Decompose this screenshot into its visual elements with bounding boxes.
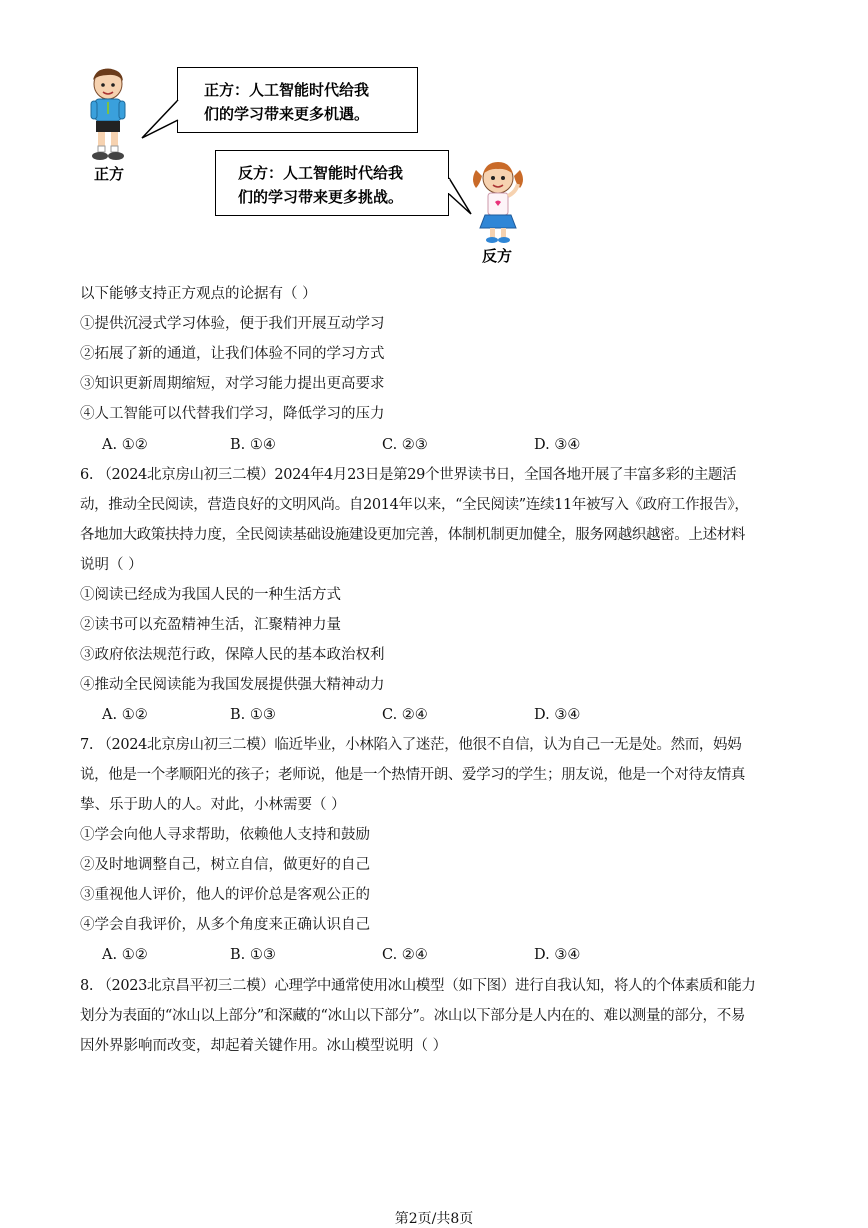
- con-bubble-line-2: 们的学习带来更多挑战。: [238, 188, 404, 206]
- q5-option-d: D. ③④: [534, 437, 581, 453]
- q6-item-3: ③政府依法规范行政，保障人民的基本政治权利: [80, 647, 385, 663]
- q5-item-3: ③知识更新周期缩短，对学习能力提出更高要求: [80, 376, 385, 392]
- q8-line-3: 因外界影响而改变，却起着关键作用。冰山模型说明（ ）: [80, 1038, 448, 1054]
- q5-option-c: C. ②③: [382, 437, 428, 453]
- q6-option-d: D. ③④: [534, 707, 581, 723]
- con-speech-bubble: [215, 150, 449, 216]
- pro-speech-bubble: [177, 67, 418, 133]
- q6-line-2: 动，推动全民阅读，营造良好的文明风尚。自2014年以来，“全民阅读”连续11年被写入《政府工作报告》，: [80, 497, 749, 513]
- q6-option-c: C. ②④: [382, 707, 428, 723]
- q7-item-4: ④学会自我评价，从多个角度来正确认识自己: [80, 917, 370, 933]
- q6-item-4: ④推动全民阅读能为我国发展提供强大精神动力: [80, 677, 385, 693]
- q6-option-a: A. ①②: [102, 707, 148, 723]
- q8-line-2: 划分为表面的“冰山以上部分”和深藏的“冰山以下部分”。冰山以下部分是人内在的、难以测量的部分，不易: [80, 1008, 745, 1024]
- q6-line-3: 各地加大政策扶持力度，全民阅读基础设施建设更加完善，体制机制更加健全，服务网越织越密。上述材料: [80, 527, 746, 543]
- boy-illustration: [78, 66, 138, 162]
- q8-line-1: 8. （2023北京昌平初三二模）心理学中通常使用冰山模型（如下图）进行自我认知，将人的个体素质和能力: [80, 978, 756, 994]
- q7-option-b: B. ①③: [230, 947, 276, 963]
- q6-item-2: ②读书可以充盈精神生活，汇聚精神力量: [80, 617, 341, 633]
- pro-label: 正方: [94, 165, 125, 183]
- pro-bubble-line-1: 正方：人工智能时代给我: [204, 81, 370, 99]
- q7-option-c: C. ②④: [382, 947, 428, 963]
- q7-line-1: 7. （2024北京房山初三二模）临近毕业，小林陷入了迷茫，他很不自信，认为自己一无是处。然而，妈妈: [80, 737, 742, 753]
- page-footer: 第2页/共8页: [394, 1211, 474, 1227]
- q7-option-a: A. ①②: [102, 947, 148, 963]
- con-bubble-line-1: 反方：人工智能时代给我: [238, 164, 404, 182]
- q5-item-2: ②拓展了新的通道，让我们体验不同的学习方式: [80, 346, 385, 362]
- q5-stem: 以下能够支持正方观点的论据有（ ）: [80, 286, 317, 302]
- q7-item-3: ③重视他人评价，他人的评价总是客观公正的: [80, 887, 370, 903]
- q7-item-1: ①学会向他人寻求帮助，依赖他人支持和鼓励: [80, 827, 370, 843]
- q7-line-2: 说，他是一个孝顺阳光的孩子；老师说，他是一个热情开朗、爱学习的学生；朋友说，他是一个对待友情真: [80, 767, 746, 783]
- q6-line-1: 6. （2024北京房山初三二模）2024年4月23日是第29个世界读书日，全国各地开展了丰富多彩的主题活: [80, 467, 737, 483]
- q7-line-3: 挚、乐于助人的人。对此，小林需要（ ）: [80, 797, 346, 813]
- pro-bubble-tail: [140, 98, 180, 140]
- q5-option-a: A. ①②: [102, 437, 148, 453]
- q6-line-4: 说明（ ）: [80, 557, 143, 573]
- q7-option-d: D. ③④: [534, 947, 581, 963]
- q5-option-b: B. ①④: [230, 437, 276, 453]
- q5-item-4: ④人工智能可以代替我们学习，降低学习的压力: [80, 406, 385, 422]
- pro-bubble-line-2: 们的学习带来更多机遇。: [204, 105, 370, 123]
- q6-item-1: ①阅读已经成为我国人民的一种生活方式: [80, 587, 341, 603]
- con-label: 反方: [482, 247, 513, 265]
- q5-item-1: ①提供沉浸式学习体验，便于我们开展互动学习: [80, 316, 385, 332]
- girl-illustration: [470, 158, 526, 244]
- q7-item-2: ②及时地调整自己，树立自信，做更好的自己: [80, 857, 370, 873]
- q6-option-b: B. ①③: [230, 707, 276, 723]
